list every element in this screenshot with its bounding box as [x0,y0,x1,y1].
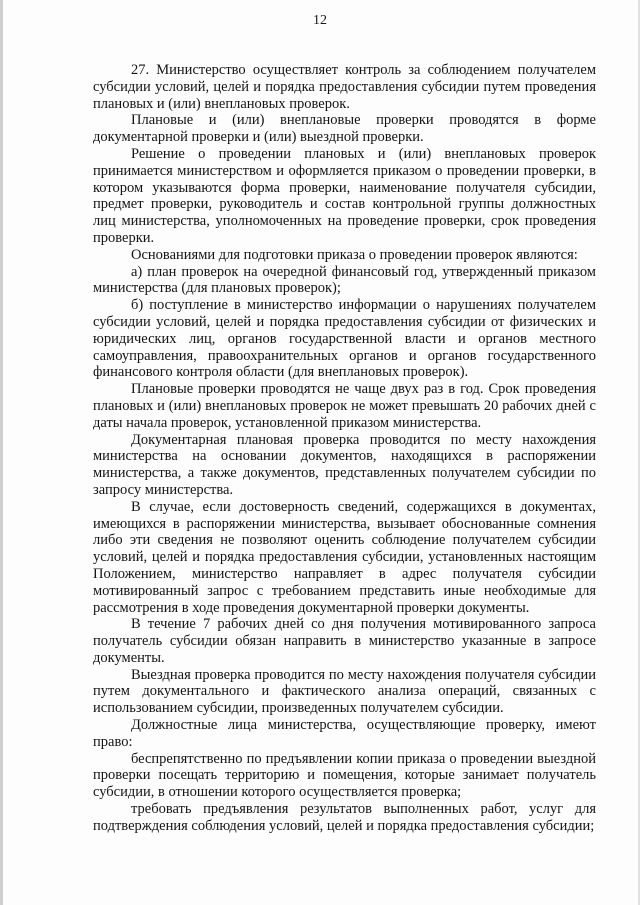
paragraph: Должностные лица министерства, осуществляющие проверку, имеют право: [93,717,596,750]
paragraph: беспрепятственно по предъявлении копии приказа о проведении выездной проверки посещать территорию и помещения, которые занимает получатель субсидии, в отношении которого осуществляется проверка; [93,750,596,801]
paragraph: В случае, если достоверность сведений, содержащихся в документах, имеющихся в распоряжении министерства, вызывает обоснованные сомнения либо эти сведения не позволяют оценить соблюдение получателем субсидии условий, целей и порядка предоставления субсидии, установленных настоящим Положением, министерство направляет в адрес получателя субсидии мотивированный запрос с требованием представить иные необходимые для рассмотрения в ходе проведения документарной проверки документы. [93,498,596,616]
paragraph: Основаниями для подготовки приказа о проведении проверок являются: [131,246,578,263]
paragraph: Выездная проверка проводится по месту нахождения получателя субсидии путем документального и фактического анализа операций, связанных с использованием субсидии, произведенных получателем субсидии. [93,666,596,717]
page-number: 12 [313,13,327,28]
paragraph: В течение 7 рабочих дней со дня получения мотивированного запроса получатель субсидии обязан направить в министерство указанные в запросе документы. [93,616,596,666]
paragraph: Плановые и (или) внеплановые проверки проводятся в форме документарной проверки и (или) выездной проверки. [93,112,596,146]
paragraph: а) план проверок на очередной финансовый год, утвержденный приказом министерства (для плановых проверок); [93,263,596,297]
document-body [93,62,596,835]
paragraph: б) поступление в министерство информации о нарушениях получателем субсидии условий, целей и порядка предоставления субсидии от физических и юридических лиц, органов государственной власти и органов местного самоуправления, правоохранительных органов и органов государственного финансового контроля области (для внеплановых проверок). [93,297,596,381]
paragraph: Документарная плановая проверка проводится по месту нахождения министерства на основании документов, находящихся в распоряжении министерства, а также документов, представленных получателем субсидии по запросу министерства. [93,431,596,498]
paragraph: Плановые проверки проводятся не чаще двух раз в год. Срок проведения плановых и (или) внеплановых проверок не может превышать 20 рабочих дней с даты начала проверок, установленной приказом министерства. [93,381,596,431]
paragraph: Решение о проведении плановых и (или) внеплановых проверок принимается министерством и оформляется приказом о проведении проверки, в котором указываются форма проверки, наименование получателя субсидии, предмет проверки, руководитель и состав контрольной группы должностных лиц министерства, уполномоченных на проведение проверки, срок проведения проверки. [93,145,596,246]
paragraph: требовать предъявления результатов выполненных работ, услуг для подтверждения соблюдения условий, целей и порядка предоставления субсидии; [93,801,596,834]
paragraph: 27. Министерство осуществляет контроль за соблюдением получателем субсидии условий, целей и порядка предоставления субсидии путем проведения плановых и (или) внеплановых проверок. [93,62,596,112]
